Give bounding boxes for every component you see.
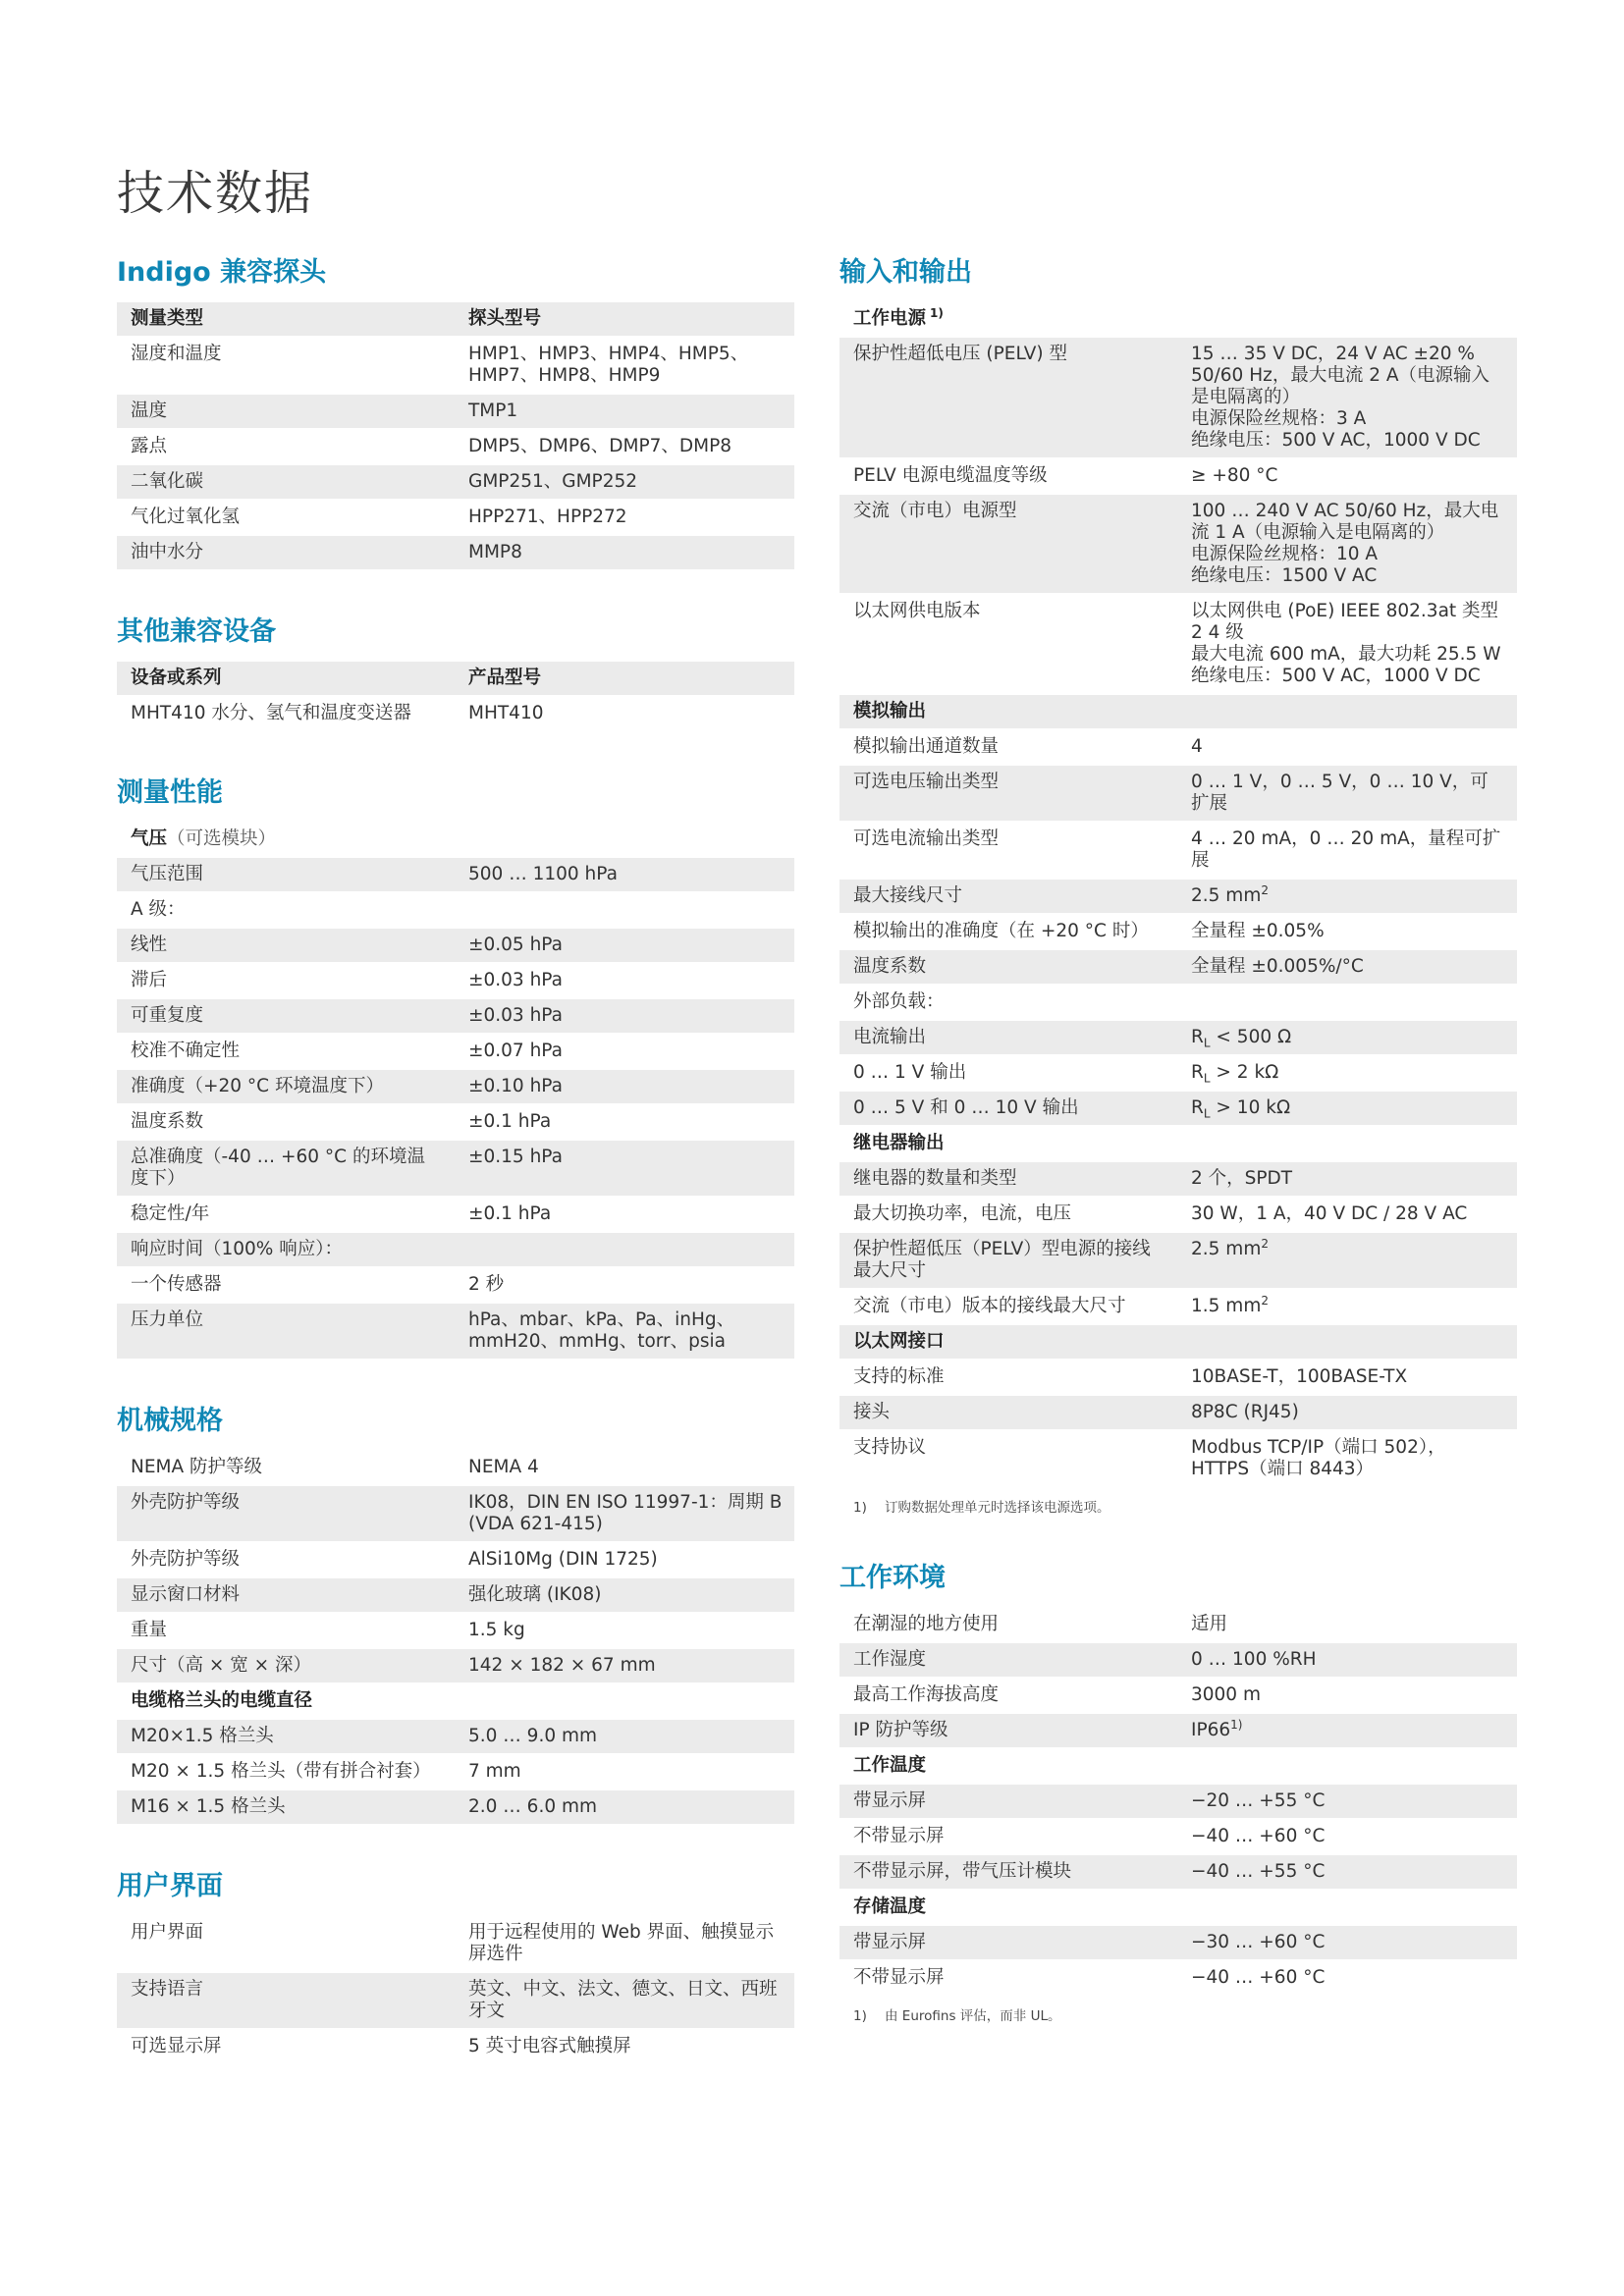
spec-label: 可重复度 xyxy=(117,998,455,1034)
spec-value: 5 英寸电容式触摸屏 xyxy=(455,2029,794,2064)
table-row xyxy=(117,500,794,535)
spec-label: 模拟输出的准确度（在 +20 °C 时） xyxy=(839,914,1177,949)
spec-label: 不带显示屏 xyxy=(839,1819,1177,1854)
spec-label: 不带显示屏，带气压计模块 xyxy=(839,1854,1177,1890)
spec-value: −40 … +60 °C xyxy=(1177,1819,1517,1854)
spec-label: 交流（市电）电源型 xyxy=(839,494,1177,594)
table-row xyxy=(839,594,1517,694)
spec-label: 一个传感器 xyxy=(117,1267,455,1303)
table-row xyxy=(117,1577,794,1613)
value-text: > 2 kΩ xyxy=(1210,1062,1279,1083)
table-row xyxy=(117,696,794,731)
spec-value: MMP8 xyxy=(455,535,794,570)
spec-value: ±0.1 hPa xyxy=(455,1197,794,1232)
spec-label: 滞后 xyxy=(117,963,455,998)
table-row xyxy=(117,1485,794,1542)
table-row xyxy=(839,458,1517,494)
table-row xyxy=(839,1642,1517,1678)
section-other-devices xyxy=(117,613,794,732)
subheader-row xyxy=(839,1748,1517,1784)
footnote-ref: 1) xyxy=(930,305,944,320)
table-row xyxy=(839,1819,1517,1854)
footnote-mark: 1) xyxy=(853,1500,867,1516)
spec-value: 1.5 kg xyxy=(455,1613,794,1648)
table-row xyxy=(117,1754,794,1789)
section-mechanical xyxy=(117,1402,794,1826)
spec-value: HPP271、HPP272 xyxy=(455,500,794,535)
table-row xyxy=(117,337,794,394)
section-indigo-probes xyxy=(117,253,794,571)
spec-label: 外部负载： xyxy=(839,985,1177,1020)
value-text: < 500 Ω xyxy=(1210,1027,1292,1047)
spec-value: −40 … +55 °C xyxy=(1177,1854,1517,1890)
spec-label: 响应时间（100% 响应）： xyxy=(117,1232,455,1267)
spec-label: 带显示屏 xyxy=(839,1925,1177,1960)
spec-value: DMP5、DMP6、DMP7、DMP8 xyxy=(455,429,794,464)
value-text: 1.5 mm xyxy=(1191,1296,1262,1316)
table-row xyxy=(117,963,794,998)
section-title: 用户界面 xyxy=(117,1871,223,1901)
table-row xyxy=(839,1289,1517,1324)
table-row xyxy=(839,1925,1517,1960)
spec-value: 0 … 1 V，0 … 5 V，0 … 10 V，可扩展 xyxy=(1177,765,1517,822)
subheader-text: 工作电源 xyxy=(853,308,927,329)
spec-label: 模拟输出通道数量 xyxy=(839,729,1177,765)
spec-value xyxy=(455,1232,794,1267)
spec-label: 外壳防护等级 xyxy=(117,1485,455,1542)
spec-label: 稳定性/年 xyxy=(117,1197,455,1232)
table-row xyxy=(839,1854,1517,1890)
footnote xyxy=(853,2006,1517,2026)
spec-label: 接头 xyxy=(839,1395,1177,1430)
spec-label: 温度系数 xyxy=(839,949,1177,985)
table-row xyxy=(117,998,794,1034)
value-text: 2.5 mm xyxy=(1191,1239,1262,1259)
table-row xyxy=(839,1091,1517,1126)
spec-value: hPa、mbar、kPa、Pa、inHg、 mmH20、mmHg、torr、psia xyxy=(455,1303,794,1360)
spec-value: MHT410 xyxy=(455,696,794,731)
spec-value: 适用 xyxy=(1177,1608,1517,1642)
other-devices-table xyxy=(117,662,794,732)
table-row xyxy=(117,1451,794,1485)
table-row xyxy=(839,822,1517,879)
spec-label: 最大接线尺寸 xyxy=(839,879,1177,914)
spec-value: ±0.03 hPa xyxy=(455,963,794,998)
table-row xyxy=(117,429,794,464)
spec-value: IK08，DIN EN ISO 11997-1：周期 B (VDA 621-415) xyxy=(455,1485,794,1542)
spec-value: 7 mm xyxy=(455,1754,794,1789)
spec-value: 3000 m xyxy=(1177,1678,1517,1713)
table-row xyxy=(117,1916,794,1972)
spec-label: M20×1.5 格兰头 xyxy=(117,1719,455,1754)
spec-label: 气压范围 xyxy=(117,857,455,892)
footnote-mark: 1) xyxy=(853,2008,867,2024)
table-row xyxy=(839,1713,1517,1748)
subheader-cell: 模拟输出 xyxy=(839,694,1517,729)
superscript: 2 xyxy=(1261,1293,1269,1308)
table-row xyxy=(117,1613,794,1648)
spec-value xyxy=(1177,1232,1517,1289)
subheader-cell: 继电器输出 xyxy=(839,1126,1517,1161)
subheader-row xyxy=(839,1126,1517,1161)
spec-label: 0 … 5 V 和 0 … 10 V 输出 xyxy=(839,1091,1177,1126)
table-row xyxy=(117,2029,794,2064)
subheader-row xyxy=(839,1324,1517,1360)
spec-label: 电流输出 xyxy=(839,1020,1177,1055)
spec-label: 油中水分 xyxy=(117,535,455,570)
table-row xyxy=(839,1197,1517,1232)
table-row xyxy=(839,879,1517,914)
spec-value: −40 … +60 °C xyxy=(1177,1960,1517,1996)
value-text: IP66 xyxy=(1191,1720,1231,1740)
table-row xyxy=(117,1542,794,1577)
spec-value: AlSi10Mg (DIN 1725) xyxy=(455,1542,794,1577)
spec-label: 重量 xyxy=(117,1613,455,1648)
section-user-interface xyxy=(117,1867,794,2065)
table-row xyxy=(839,1430,1517,1487)
io-table xyxy=(839,302,1517,1488)
table-row xyxy=(839,949,1517,985)
spec-label: 压力单位 xyxy=(117,1303,455,1360)
section-inputs-outputs xyxy=(839,253,1517,1518)
subheader-cell: 工作温度 xyxy=(839,1748,1517,1784)
spec-label: 保护性超低电压 (PELV) 型 xyxy=(839,337,1177,458)
table-row xyxy=(839,337,1517,458)
spec-value: 全量程 ±0.005%/°C xyxy=(1177,949,1517,985)
subscript: L xyxy=(1203,1036,1211,1050)
spec-label: 温度系数 xyxy=(117,1104,455,1140)
spec-label: PELV 电源电缆温度等级 xyxy=(839,458,1177,494)
spec-value: 以太网供电 (PoE) IEEE 802.3at 类型 2 4 级 最大电流 600 mA，最大功耗 25.5 W 绝缘电压：500 V AC，1000 V DC xyxy=(1177,594,1517,694)
table-row xyxy=(839,1678,1517,1713)
table-row xyxy=(839,1055,1517,1091)
spec-value: 142 × 182 × 67 mm xyxy=(455,1648,794,1683)
subheader-bold: 气压 xyxy=(131,828,168,849)
spec-value xyxy=(455,892,794,928)
section-title: 测量性能 xyxy=(117,777,223,808)
table-row xyxy=(117,1034,794,1069)
table-row xyxy=(117,1303,794,1360)
indigo-probes-table xyxy=(117,302,794,571)
spec-label: 可选显示屏 xyxy=(117,2029,455,2064)
spec-label: 尺寸（高 × 宽 × 深） xyxy=(117,1648,455,1683)
spec-label: 校准不确定性 xyxy=(117,1034,455,1069)
spec-label: 气化过氧化氢 xyxy=(117,500,455,535)
resistance-symbol: R xyxy=(1191,1062,1204,1083)
spec-value xyxy=(1177,1289,1517,1324)
section-measurement-performance xyxy=(117,774,794,1361)
spec-label: M20 × 1.5 格兰头（带有拼合衬套） xyxy=(117,1754,455,1789)
spec-label: 工作湿度 xyxy=(839,1642,1177,1678)
spec-value: Modbus TCP/IP（端口 502）， HTTPS（端口 8443） xyxy=(1177,1430,1517,1487)
subheader-note: （可选模块） xyxy=(167,828,277,849)
table-row xyxy=(839,1020,1517,1055)
spec-label: IP 防护等级 xyxy=(839,1713,1177,1748)
spec-value: 100 … 240 V AC 50/60 Hz，最大电流 1 A（电源输入是电隔离的） 电源保险丝规格：10 A 绝缘电压：1500 V AC xyxy=(1177,494,1517,594)
spec-value: 2 秒 xyxy=(455,1267,794,1303)
subscript: L xyxy=(1203,1071,1211,1086)
table-row xyxy=(839,1784,1517,1819)
table-row xyxy=(839,765,1517,822)
spec-value: 500 … 1100 hPa xyxy=(455,857,794,892)
footnote xyxy=(853,1498,1517,1518)
spec-label: 带显示屏 xyxy=(839,1784,1177,1819)
value-text: > 10 kΩ xyxy=(1210,1097,1291,1118)
spec-value: ≥ +80 °C xyxy=(1177,458,1517,494)
section-title: 其他兼容设备 xyxy=(117,616,276,647)
spec-value: 2.0 … 6.0 mm xyxy=(455,1789,794,1825)
footnote-text: 订购数据处理单元时选择该电源选项。 xyxy=(885,1500,1110,1516)
mechanical-table xyxy=(117,1451,794,1826)
table-row xyxy=(117,1267,794,1303)
spec-value: ±0.1 hPa xyxy=(455,1104,794,1140)
spec-label: 以太网供电版本 xyxy=(839,594,1177,694)
spec-value: 2 个，SPDT xyxy=(1177,1161,1517,1197)
spec-value: 全量程 ±0.05% xyxy=(1177,914,1517,949)
subheader-row xyxy=(839,1890,1517,1925)
column-header: 设备或系列 xyxy=(117,662,455,696)
spec-value: 英文、中文、法文、德文、日文、西班牙文 xyxy=(455,1972,794,2029)
user-interface-table xyxy=(117,1916,794,2065)
spec-label: 最大切换功率，电流，电压 xyxy=(839,1197,1177,1232)
spec-label: 露点 xyxy=(117,429,455,464)
spec-label: 不带显示屏 xyxy=(839,1960,1177,1996)
right-column xyxy=(839,253,1517,2067)
spec-label: 准确度（+20 °C 环境温度下） xyxy=(117,1069,455,1104)
table-row xyxy=(117,928,794,963)
spec-value: ±0.05 hPa xyxy=(455,928,794,963)
table-row xyxy=(117,892,794,928)
section-title: Indigo 兼容探头 xyxy=(117,257,327,288)
performance-table xyxy=(117,823,794,1361)
spec-label: 可选电压输出类型 xyxy=(839,765,1177,822)
spec-value xyxy=(1177,985,1517,1020)
section-title: 机械规格 xyxy=(117,1406,223,1436)
subheader-cell: 存储温度 xyxy=(839,1890,1517,1925)
table-row xyxy=(117,394,794,429)
table-row xyxy=(117,1719,794,1754)
table-row xyxy=(117,1104,794,1140)
spec-value: HMP1、HMP3、HMP4、HMP5、 HMP7、HMP8、HMP9 xyxy=(455,337,794,394)
spec-label: MHT410 水分、氢气和温度变送器 xyxy=(117,696,455,731)
left-column xyxy=(117,253,794,2107)
table-row xyxy=(839,1360,1517,1395)
spec-value: 15 … 35 V DC，24 V AC ±20 % 50/60 Hz，最大电流 2 A（电源输入是电隔离的） 电源保险丝规格：3 A 绝缘电压：500 V AC，1000 V DC xyxy=(1177,337,1517,458)
superscript: 2 xyxy=(1261,1236,1269,1251)
superscript: 1) xyxy=(1230,1717,1243,1732)
spec-label: 外壳防护等级 xyxy=(117,1542,455,1577)
subheader-row xyxy=(839,302,1517,337)
table-row xyxy=(839,1608,1517,1642)
table-row xyxy=(839,729,1517,765)
spec-label: 支持协议 xyxy=(839,1430,1177,1487)
section-title: 工作环境 xyxy=(839,1563,946,1593)
spec-value: 30 W，1 A，40 V DC / 28 V AC xyxy=(1177,1197,1517,1232)
resistance-symbol: R xyxy=(1191,1097,1204,1118)
spec-value xyxy=(1177,879,1517,914)
column-header: 探头型号 xyxy=(455,302,794,337)
spec-value xyxy=(1177,1713,1517,1748)
spec-label: 二氧化碳 xyxy=(117,464,455,500)
spec-value: ±0.03 hPa xyxy=(455,998,794,1034)
spec-label: NEMA 防护等级 xyxy=(117,1451,455,1485)
table-row xyxy=(117,1140,794,1197)
subheader-row xyxy=(117,1683,794,1719)
spec-label: 继电器的数量和类型 xyxy=(839,1161,1177,1197)
spec-value: NEMA 4 xyxy=(455,1451,794,1485)
table-row xyxy=(117,1972,794,2029)
spec-value: 8P8C (RJ45) xyxy=(1177,1395,1517,1430)
table-row xyxy=(117,535,794,570)
spec-value: 10BASE-T，100BASE-TX xyxy=(1177,1360,1517,1395)
spec-label: 支持语言 xyxy=(117,1972,455,2029)
table-header-row xyxy=(117,302,794,337)
spec-label: 显示窗口材料 xyxy=(117,1577,455,1613)
table-row xyxy=(839,1960,1517,1996)
table-row xyxy=(117,1232,794,1267)
subheader-cell xyxy=(839,302,1517,337)
spec-label: 总准确度（-40 … +60 °C 的环境温度下） xyxy=(117,1140,455,1197)
subheader-row xyxy=(839,694,1517,729)
spec-label: 线性 xyxy=(117,928,455,963)
spec-value: −30 … +60 °C xyxy=(1177,1925,1517,1960)
spec-label: 用户界面 xyxy=(117,1916,455,1972)
table-row xyxy=(839,914,1517,949)
environment-table xyxy=(839,1608,1517,1997)
table-row xyxy=(117,1069,794,1104)
spec-label: 在潮湿的地方使用 xyxy=(839,1608,1177,1642)
section-environment xyxy=(839,1559,1517,2026)
spec-label: 温度 xyxy=(117,394,455,429)
spec-label: 可选电流输出类型 xyxy=(839,822,1177,879)
table-row xyxy=(117,857,794,892)
subheader-cell xyxy=(117,823,794,857)
spec-value: 4 … 20 mA，0 … 20 mA，量程可扩展 xyxy=(1177,822,1517,879)
column-header: 测量类型 xyxy=(117,302,455,337)
table-row xyxy=(117,1197,794,1232)
spec-value: GMP251、GMP252 xyxy=(455,464,794,500)
footnote-text: 由 Eurofins 评估，而非 UL。 xyxy=(885,2008,1061,2024)
spec-value: TMP1 xyxy=(455,394,794,429)
resistance-symbol: R xyxy=(1191,1027,1204,1047)
subheader-row xyxy=(117,823,794,857)
table-row xyxy=(839,985,1517,1020)
spec-value: ±0.10 hPa xyxy=(455,1069,794,1104)
subheader-cell: 电缆格兰头的电缆直径 xyxy=(117,1683,794,1719)
table-row xyxy=(117,1789,794,1825)
table-row xyxy=(117,1648,794,1683)
spec-label: 支持的标准 xyxy=(839,1360,1177,1395)
subscript: L xyxy=(1203,1106,1211,1121)
spec-value: 0 … 100 %RH xyxy=(1177,1642,1517,1678)
spec-label: 最高工作海拔高度 xyxy=(839,1678,1177,1713)
spec-label: M16 × 1.5 格兰头 xyxy=(117,1789,455,1825)
spec-value: 强化玻璃 (IK08) xyxy=(455,1577,794,1613)
spec-value xyxy=(1177,1055,1517,1091)
spec-value: 4 xyxy=(1177,729,1517,765)
spec-label: 0 … 1 V 输出 xyxy=(839,1055,1177,1091)
spec-label: 保护性超低压（PELV）型电源的接线最大尺寸 xyxy=(839,1232,1177,1289)
superscript: 2 xyxy=(1261,882,1269,897)
spec-value: 用于远程使用的 Web 界面、触摸显示屏选件 xyxy=(455,1916,794,1972)
spec-value: ±0.07 hPa xyxy=(455,1034,794,1069)
spec-value xyxy=(1177,1020,1517,1055)
spec-value: ±0.15 hPa xyxy=(455,1140,794,1197)
spec-label: A 级： xyxy=(117,892,455,928)
spec-value: 5.0 … 9.0 mm xyxy=(455,1719,794,1754)
table-row xyxy=(839,1395,1517,1430)
spec-label: 湿度和温度 xyxy=(117,337,455,394)
column-header: 产品型号 xyxy=(455,662,794,696)
table-row xyxy=(839,494,1517,594)
spec-value xyxy=(1177,1091,1517,1126)
subheader-cell: 以太网接口 xyxy=(839,1324,1517,1360)
section-title: 输入和输出 xyxy=(839,257,972,288)
value-text: 2.5 mm xyxy=(1191,885,1262,906)
table-row xyxy=(839,1161,1517,1197)
spec-value: −20 … +55 °C xyxy=(1177,1784,1517,1819)
table-header-row xyxy=(117,662,794,696)
table-row xyxy=(839,1232,1517,1289)
page-title: 技术数据 xyxy=(117,166,314,221)
table-row xyxy=(117,464,794,500)
spec-label: 交流（市电）版本的接线最大尺寸 xyxy=(839,1289,1177,1324)
